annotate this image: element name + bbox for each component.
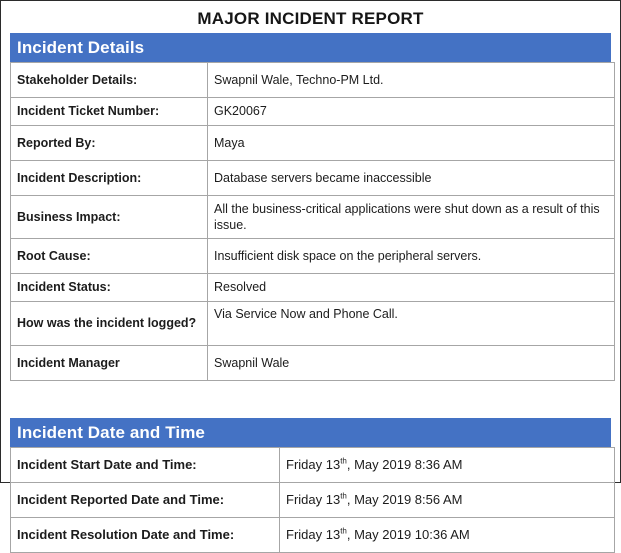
row-value: All the business-critical applications were shut down as a result of this issue.: [208, 196, 615, 239]
row-value: [280, 518, 615, 553]
table-row: [11, 274, 615, 302]
section-incident-date-and-time: [10, 418, 611, 553]
row-value: Swapnil Wale, Techno-PM Ltd.: [208, 63, 615, 98]
row-label: Business Impact:: [11, 196, 208, 239]
ordinal-suffix: th: [340, 491, 347, 501]
row-value: Resolved: [208, 274, 615, 302]
row-value: Via Service Now and Phone Call.: [208, 302, 615, 346]
row-value: Swapnil Wale: [208, 346, 615, 381]
row-value: GK20067: [208, 98, 615, 126]
table-row: [11, 239, 615, 274]
row-label: Incident Description:: [11, 161, 208, 196]
incident-details-table: [10, 62, 615, 381]
table-row: [11, 98, 615, 126]
date-prefix: Friday 13: [286, 526, 341, 542]
row-label: How was the incident logged?: [11, 302, 208, 346]
table-row: [11, 161, 615, 196]
date-prefix: Friday 13: [286, 491, 341, 507]
row-label: Stakeholder Details:: [11, 63, 208, 98]
row-label: Incident Manager: [11, 346, 208, 381]
page-title: MAJOR INCIDENT REPORT: [197, 9, 424, 28]
table-row: [11, 126, 615, 161]
ordinal-suffix: th: [340, 526, 347, 536]
section-header-incident-date-and-time: Incident Date and Time: [10, 418, 611, 447]
row-value: Insufficient disk space on the peripheral servers.: [208, 239, 615, 274]
row-value: Maya: [208, 126, 615, 161]
row-label: Incident Reported Date and Time:: [11, 483, 280, 518]
date-suffix: , May 2019 8:36 AM: [346, 456, 463, 472]
row-label: Reported By:: [11, 126, 208, 161]
ordinal-suffix: th: [340, 456, 347, 466]
row-label: Incident Status:: [11, 274, 208, 302]
incident-date-time-table: [10, 447, 615, 553]
row-label: Root Cause:: [11, 239, 208, 274]
section-header-incident-details: Incident Details: [10, 33, 611, 62]
date-suffix: , May 2019 10:36 AM: [346, 526, 470, 542]
date-suffix: , May 2019 8:56 AM: [346, 491, 463, 507]
table-row: [11, 346, 615, 381]
row-label: Incident Ticket Number:: [11, 98, 208, 126]
row-value: Database servers became inaccessible: [208, 161, 615, 196]
row-label: Incident Resolution Date and Time:: [11, 518, 280, 553]
table-row: [11, 196, 615, 239]
table-row: [11, 483, 615, 518]
row-label: Incident Start Date and Time:: [11, 448, 280, 483]
row-value: [280, 483, 615, 518]
table-row: [11, 63, 615, 98]
date-prefix: Friday 13: [286, 456, 341, 472]
row-value: [280, 448, 615, 483]
section-incident-details: [10, 33, 611, 381]
table-row: [11, 302, 615, 346]
table-row: [11, 448, 615, 483]
table-row: [11, 518, 615, 553]
